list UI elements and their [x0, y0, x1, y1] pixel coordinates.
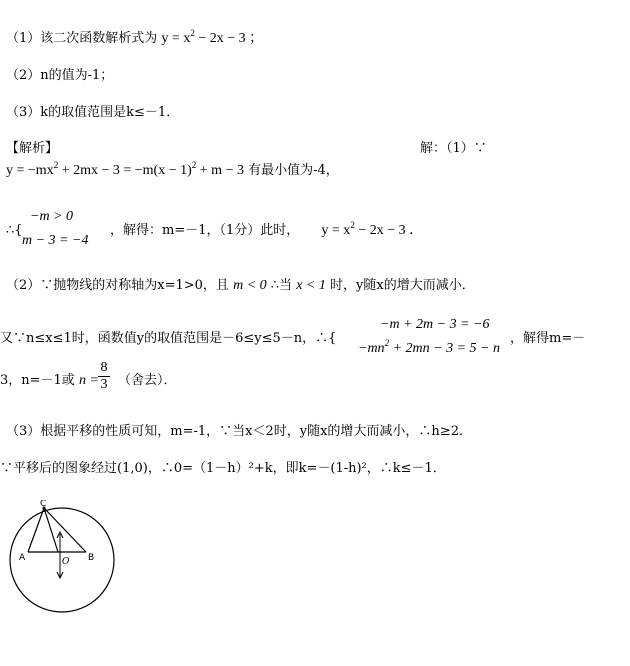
math-part: + 2mn − 3 = 5 − n	[389, 341, 500, 356]
math-part: + m − 3	[196, 163, 244, 178]
solution-line-4: 又∵n≤x≤1时，函数值y的取值范围是－6≤y≤5－n，∴{	[0, 331, 337, 346]
answer-line-2: （2）n的值为-1；	[6, 68, 114, 83]
math-n: n =	[78, 373, 99, 388]
system-2-top: −m + 2m − 3 = −6	[380, 317, 490, 332]
function-math	[321, 220, 424, 238]
label-o: O	[62, 557, 70, 567]
math-part: y = x	[321, 223, 351, 238]
label-a: A	[19, 553, 26, 563]
math-part: y = x	[161, 31, 191, 46]
solve-result-text: ，解得m=－	[510, 331, 586, 346]
fraction-8-3	[96, 360, 112, 393]
answer-1-math	[161, 28, 264, 46]
exponent: 2	[384, 338, 390, 348]
min-value-text: 有最小值为-4，	[248, 163, 339, 178]
text-part: ∴当	[270, 278, 293, 293]
analysis-heading: 【解析】	[6, 141, 59, 156]
fraction-numerator: 8	[100, 360, 108, 375]
math-part: − 2x − 3 ；	[194, 31, 264, 46]
exponent: 2	[190, 28, 195, 38]
solve-m-text: ，解得：m=－1，（1分）此时，	[110, 223, 300, 238]
text-part: 3，n=－1或	[0, 373, 75, 388]
text-part: （2）∵抛物线的对称轴为x=1>0，且	[6, 278, 229, 293]
solution-line-7: ∵平移后的图象经过(1,0)，∴0=（1－h）²+k，即k=－(1-h)²，∴k≤－1．	[0, 461, 446, 476]
solution-line-1	[6, 162, 339, 180]
label-c: C	[40, 500, 47, 509]
math-part: + 2mx − 3 = −m(x − 1)	[58, 163, 192, 178]
therefore-brace-1: ∴{	[6, 223, 23, 238]
solution-start: 解：（1）∵	[420, 141, 487, 156]
answer-line-3: （3）k的取值范围是k≤－1．	[6, 105, 180, 120]
system-2-bottom	[358, 340, 500, 358]
answer-line-1	[6, 30, 263, 48]
vertex-form-math	[6, 160, 244, 178]
text-part: 时，y随x的增大而减小．	[330, 278, 475, 293]
solution-line-2	[110, 222, 423, 240]
math-part: −mn	[358, 341, 385, 356]
label-b: B	[88, 553, 95, 563]
system-1-bottom: m − 3 = −4	[22, 233, 89, 248]
fraction-denominator: 3	[100, 377, 108, 392]
exponent: 2	[350, 220, 355, 230]
segment-cb	[44, 508, 86, 552]
geometry-figure	[4, 500, 124, 620]
answer-1-text: （1）该二次函数解析式为	[6, 31, 158, 46]
discard-text: （舍去）．	[118, 373, 177, 388]
solution-line-5	[0, 372, 99, 390]
solution-line-6: （3）根据平移的性质可知，m=-1，∵当x＜2时，y随x的增大而减小，∴h≥2．	[6, 424, 472, 439]
exponent: 2	[191, 160, 197, 170]
math-x: x < 1	[296, 278, 326, 293]
solution-line-3	[6, 277, 475, 295]
circle-diagram	[4, 500, 124, 620]
exponent: 2	[53, 160, 59, 170]
math-m: m < 0	[233, 278, 267, 293]
math-part: y = −mx	[6, 163, 54, 178]
math-part: − 2x − 3 ．	[354, 223, 424, 238]
system-1-top: −m > 0	[30, 209, 74, 224]
